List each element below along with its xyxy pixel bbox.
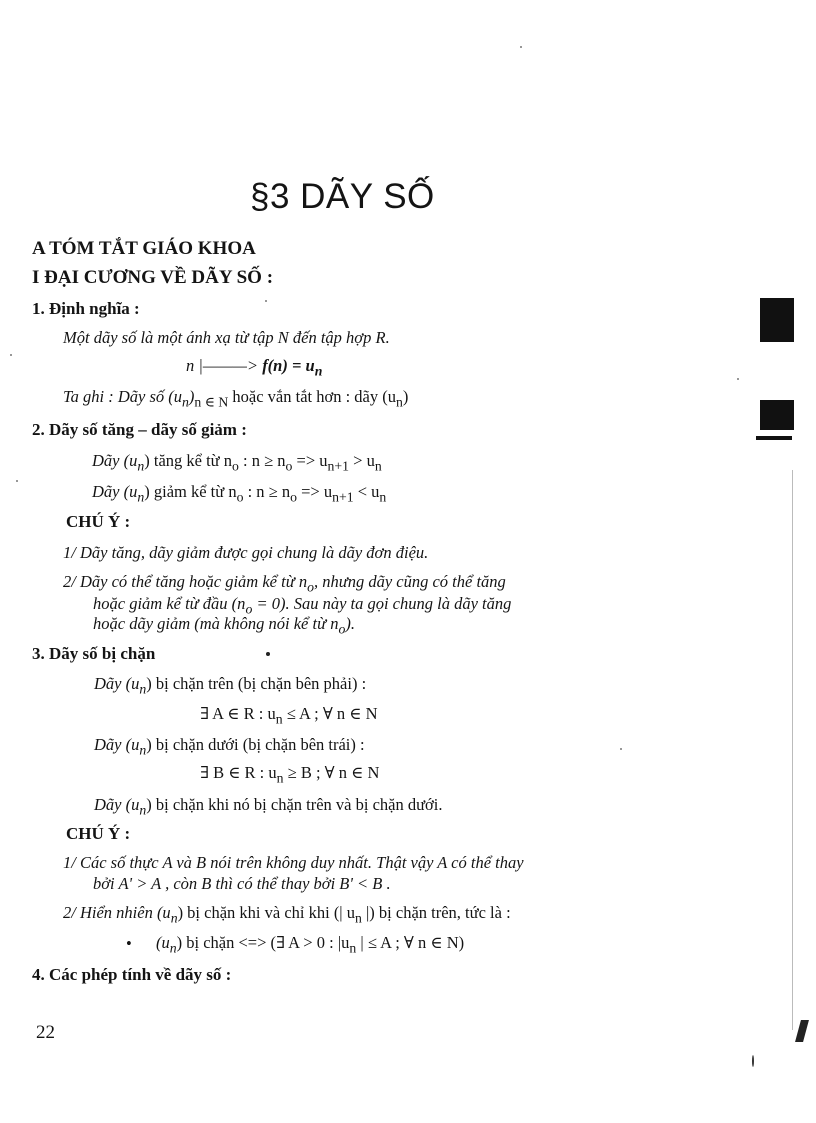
note-monotone-2-line3 xyxy=(93,614,355,637)
dec-cond: : n ≥ n xyxy=(243,482,291,501)
inc-arrow: => u xyxy=(292,451,328,470)
note2-l2-sub: o xyxy=(245,601,253,617)
above-formula-start: ∃ A ∈ R : u xyxy=(200,704,276,723)
bullet-icon: • xyxy=(126,934,132,953)
note-monotone-2-line1 xyxy=(63,572,506,595)
mapping-arrow: n |———> xyxy=(186,356,263,375)
scan-speck xyxy=(752,1055,754,1067)
notation-sub-end: n xyxy=(395,394,403,410)
page-title: §3 DÃY SỐ xyxy=(250,177,435,216)
notation-lead: Ta ghi : Dãy số (u xyxy=(63,387,183,406)
page-number: 22 xyxy=(36,1022,55,1043)
above-formula-sub: n xyxy=(275,711,283,727)
eq-sub: n xyxy=(169,940,177,956)
both-sub: n xyxy=(139,802,147,818)
increasing-line xyxy=(92,451,382,474)
dec-text: giảm kể từ n xyxy=(149,482,237,501)
dec-sub-o2: o xyxy=(290,489,297,505)
heading-operations: 4. Các phép tính về dãy số : xyxy=(32,965,232,984)
scan-mark-block-2 xyxy=(760,400,794,430)
scan-speck xyxy=(10,354,12,356)
both-lead: Dãy (u xyxy=(94,795,140,814)
note2-l1: 2/ Dãy có thể tăng hoặc giảm kể từ n xyxy=(63,572,308,591)
n2-lead: 2/ Hiển nhiên (u xyxy=(63,903,171,922)
scan-speck xyxy=(737,378,739,380)
notation-index-set: n ∈ N xyxy=(194,394,229,410)
eq-sub2: n xyxy=(349,940,357,956)
bounded-equivalence-formula xyxy=(156,933,464,956)
n2-end: |) bị chặn trên, tức là : xyxy=(361,903,511,922)
bounded-above-formula xyxy=(200,704,378,727)
n2-text: ) bị chặn khi và chỉ khi (| u xyxy=(177,903,355,922)
notation-sub: n xyxy=(182,394,189,410)
dec-lt: < u xyxy=(353,482,380,501)
dec-arrow: => u xyxy=(296,482,333,501)
inc-cond: : n ≥ n xyxy=(238,451,286,470)
dec-sub: n xyxy=(137,489,145,505)
note-heading-bounded: CHÚ Ý : xyxy=(66,824,131,843)
dec-sub-n: n xyxy=(379,489,387,505)
notation-line xyxy=(63,387,408,410)
heading-monotone: 2. Dãy số tăng – dãy số giảm : xyxy=(32,420,247,439)
below-formula-end: ≥ B ; ∀ n ∈ N xyxy=(283,763,380,782)
bounded-above-line xyxy=(94,674,366,697)
note-heading-monotone: CHÚ Ý : xyxy=(66,512,131,531)
note2-l1-sub: o xyxy=(307,579,314,595)
below-sub: n xyxy=(139,742,147,758)
note-bounded-2 xyxy=(63,903,511,926)
scan-speck xyxy=(520,46,522,48)
note2-l3: hoặc dãy giảm (mà không nói kể từ n xyxy=(93,614,339,633)
notation-end: ) xyxy=(402,387,409,406)
inc-sub-o2: o xyxy=(285,458,293,474)
note2-l1-end: , nhưng dãy cũng có thể tăng xyxy=(313,572,506,591)
note-bounded-1-line2: bởi A' > A , còn B thì có thể thay bởi B' < B . xyxy=(93,874,391,893)
mapping-formula xyxy=(186,356,322,379)
notation-rest: hoặc vắn tắt hơn : dãy (u xyxy=(228,387,396,406)
above-formula-end: ≤ A ; ∀ n ∈ N xyxy=(282,704,378,723)
below-lead: Dãy (u xyxy=(94,735,140,754)
note2-l3-sub: o xyxy=(338,621,346,637)
note-monotone-1: 1/ Dãy tăng, dãy giảm được gọi chung là dãy đơn điệu. xyxy=(63,543,429,562)
above-lead: Dãy (u xyxy=(94,674,140,693)
scan-mark-block-1 xyxy=(760,298,794,342)
eq-end: | ≤ A ; ∀ n ∈ N) xyxy=(356,933,465,952)
inc-sub-n1: n+1 xyxy=(327,458,350,474)
note2-l3-end: ). xyxy=(345,614,355,633)
section-heading-i: I ĐẠI CƯƠNG VỀ DÃY SỐ : xyxy=(32,267,274,288)
scan-corner-mark xyxy=(795,1020,809,1042)
dec-sub-n1: n+1 xyxy=(332,489,354,505)
heading-definition: 1. Định nghĩa : xyxy=(32,299,140,318)
scan-speck xyxy=(16,480,18,482)
dec-sub-o1: o xyxy=(236,489,244,505)
note2-l2: hoặc giảm kể từ đầu (n xyxy=(93,594,246,613)
eq-mid: ) bị chặn <=> (∃ A > 0 : |u xyxy=(176,933,350,952)
section-heading-a: A TÓM TẮT GIÁO KHOA xyxy=(32,238,256,259)
scan-edge-line xyxy=(792,470,793,1030)
scan-mark-line xyxy=(756,436,792,440)
definition-text: Một dãy số là một ánh xạ từ tập N đến tập hợp R. xyxy=(63,328,390,347)
heading-bounded: 3. Dãy số bị chặn xyxy=(32,644,156,663)
n2-sub2: n xyxy=(355,910,362,926)
dec-lead: Dãy (u xyxy=(92,482,138,501)
scan-speck xyxy=(266,652,270,656)
note2-l2-end: = 0). Sau này ta gọi chung là dãy tăng xyxy=(252,594,512,613)
bounded-below-line xyxy=(94,735,365,758)
note-bounded-1-line1: 1/ Các số thực A và B nói trên không duy nhất. Thật vậy A có thể thay xyxy=(63,853,524,872)
mapping-subscript: n xyxy=(314,363,323,379)
inc-lead: Dãy (u xyxy=(92,451,138,470)
bounded-below-formula xyxy=(200,763,379,786)
eq-lead: (u xyxy=(156,933,170,952)
inc-gt: > u xyxy=(349,451,375,470)
above-sub: n xyxy=(139,681,147,697)
inc-sub-n: n xyxy=(374,458,382,474)
mapping-function: f(n) = u xyxy=(262,356,315,375)
below-text: ) bị chặn dưới (bị chặn bên trái) : xyxy=(146,735,365,754)
below-formula-start: ∃ B ∈ R : u xyxy=(200,763,277,782)
scan-speck xyxy=(265,300,267,302)
scan-speck xyxy=(620,748,622,750)
n2-sub: n xyxy=(170,910,178,926)
above-text: ) bị chặn trên (bị chặn bên phải) : xyxy=(146,674,367,693)
bounded-both-line xyxy=(94,795,443,818)
decreasing-line xyxy=(92,482,386,505)
dec-close: ) xyxy=(144,482,150,501)
inc-sub-o1: o xyxy=(232,458,239,474)
below-formula-sub: n xyxy=(276,770,284,786)
inc-sub: n xyxy=(137,458,145,474)
both-text: ) bị chặn khi nó bị chặn trên và bị chặn dưới. xyxy=(146,795,443,814)
notation-mid: ) xyxy=(188,387,195,406)
inc-close: ) xyxy=(144,451,150,470)
inc-text: tăng kể từ n xyxy=(149,451,232,470)
